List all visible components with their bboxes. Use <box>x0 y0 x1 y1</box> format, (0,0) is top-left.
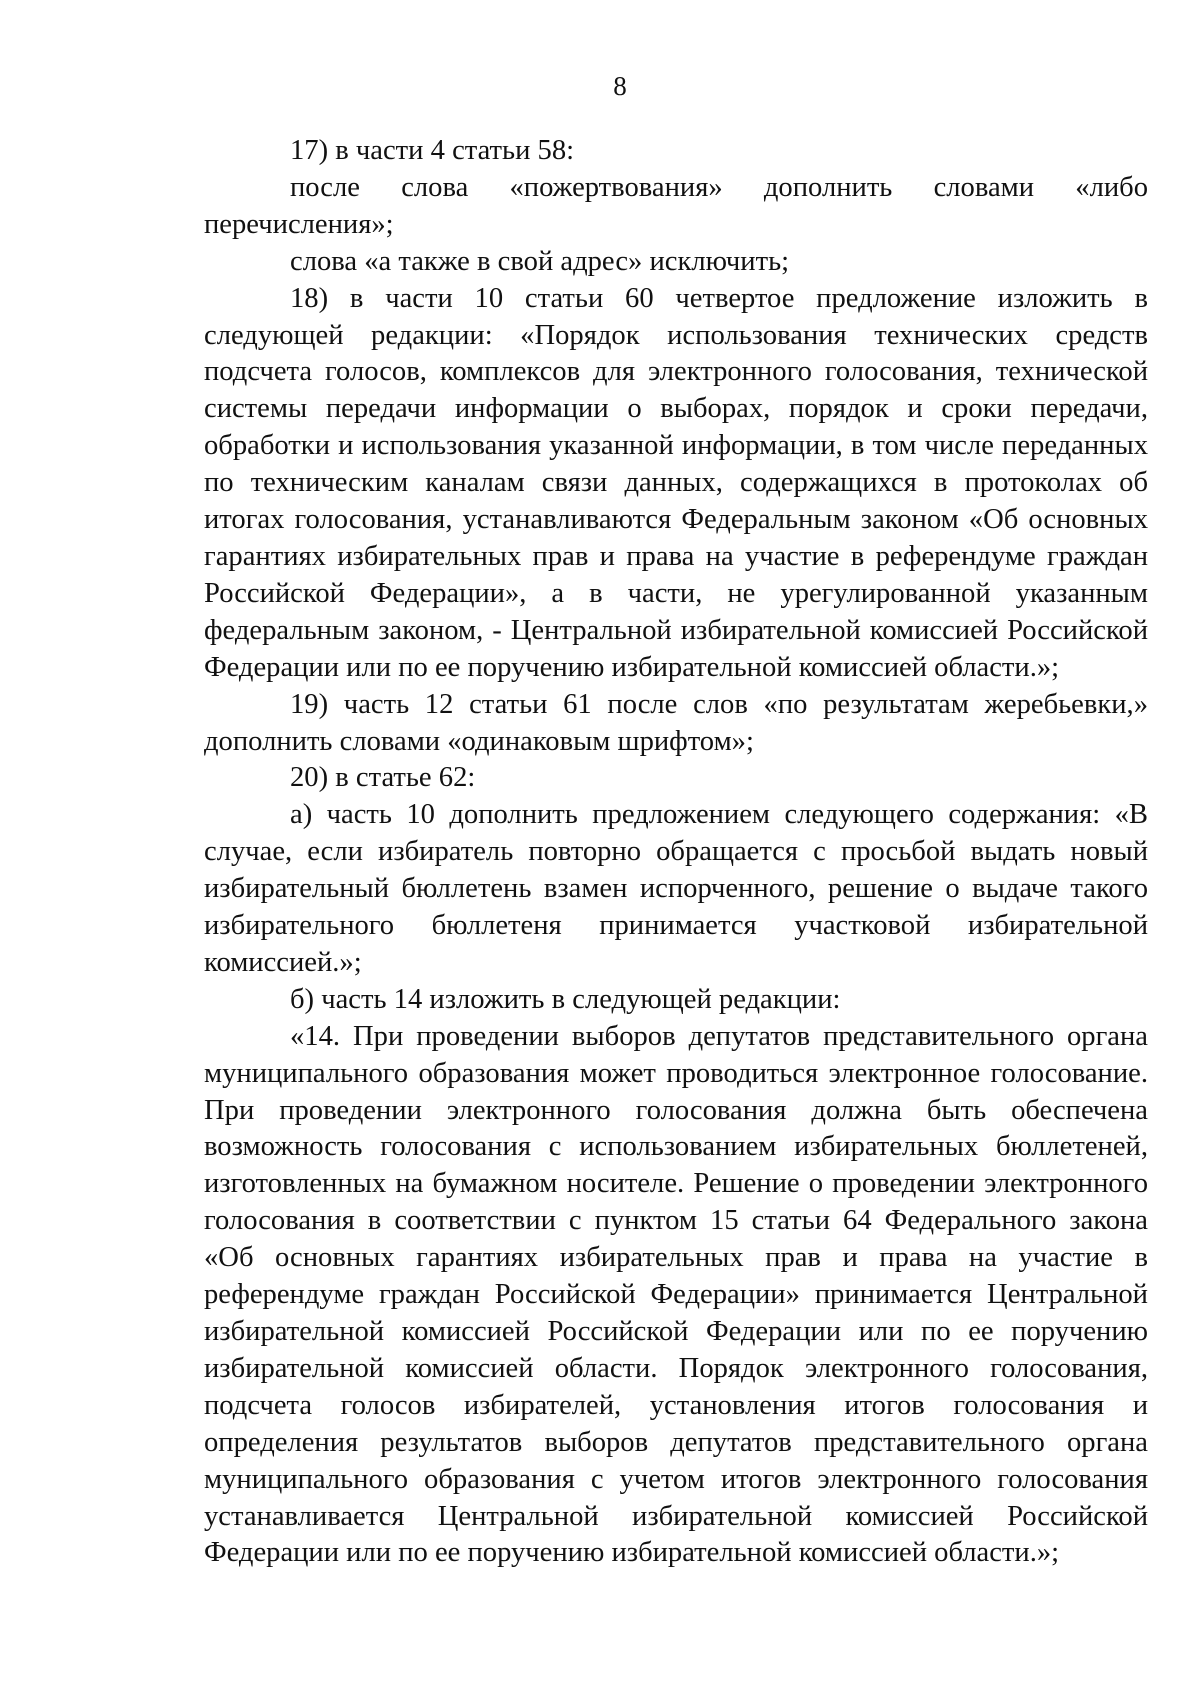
paragraph-part-14-text: «14. При проведении выборов депутатов представительного органа муниципального образования может проводиться электронное голосование. При проведении электронного голосования должна быть обеспечена возможность голосования с использованием избирательных бюллетеней, изготовленных на бумажном носителе. Решение о проведении электронного голосования в соответствии с пунктом 15 статьи 64 Федерального закона «Об основных гарантиях избирательных прав и права на участие в референдуме граждан Российской Федерации» принимается Центральной избирательной комиссией Российской Федерации или по ее поручению избирательной комиссией области. Порядок электронного голосования, подсчета голосов избирателей, установления итогов голосования и определения результатов выборов депутатов представительного органа муниципального образования с учетом итогов электронного голосования устанавливается Центральной избирательной комиссией Российской Федерации или по ее поручению избирательной комиссией области.»; <box>204 1020 1148 1569</box>
paragraph-item-17: 17) в части 4 статьи 58: <box>290 135 575 166</box>
page-number: 8 <box>613 71 627 101</box>
document-body <box>204 133 1148 1572</box>
paragraph-item-18: 18) в части 10 статьи 60 четвертое предложение изложить в следующей редакции: «Порядок использования технических средств подсчета голосов, комплексов для электронного голосования, технической системы передачи информации о выборах, порядок и сроки передачи, обработки и использования указанной информации, в том числе переданных по техническим каналам связи данных, содержащихся в протоколах об итогах голосования, устанавливаются Федеральным законом «Об основных гарантиях избирательных прав и права на участие в референдуме граждан Российской Федерации», а в части, не урегулированной указанным федеральным законом, - Центральной избирательной комиссией Российской Федерации или по ее поручению избирательной комиссией области.»; <box>204 282 1148 683</box>
paragraph-item-20: 20) в статье 62: <box>290 762 476 794</box>
paragraph-exclusion: слова «а также в свой адрес» исключить; <box>290 245 790 277</box>
paragraph-donation-amendment: после слова «пожертвования» дополнить словами «либо перечисления»; <box>204 171 1148 240</box>
paragraph-item-19: 19) часть 12 статьи 61 после слов «по результатам жеребьевки,» дополнить словами «одинаковым шрифтом»; <box>204 688 1148 757</box>
paragraph-subitem-b: б) часть 14 изложить в следующей редакции: <box>290 983 841 1015</box>
paragraph-subitem-a: а) часть 10 дополнить предложением следующего содержания: «В случае, если избиратель повторно обращается с просьбой выдать новый избирательный бюллетень взамен испорченного, решение о выдаче такого избирательного бюллетеня принимается участковой избирательной комиссией.»; <box>204 799 1148 978</box>
